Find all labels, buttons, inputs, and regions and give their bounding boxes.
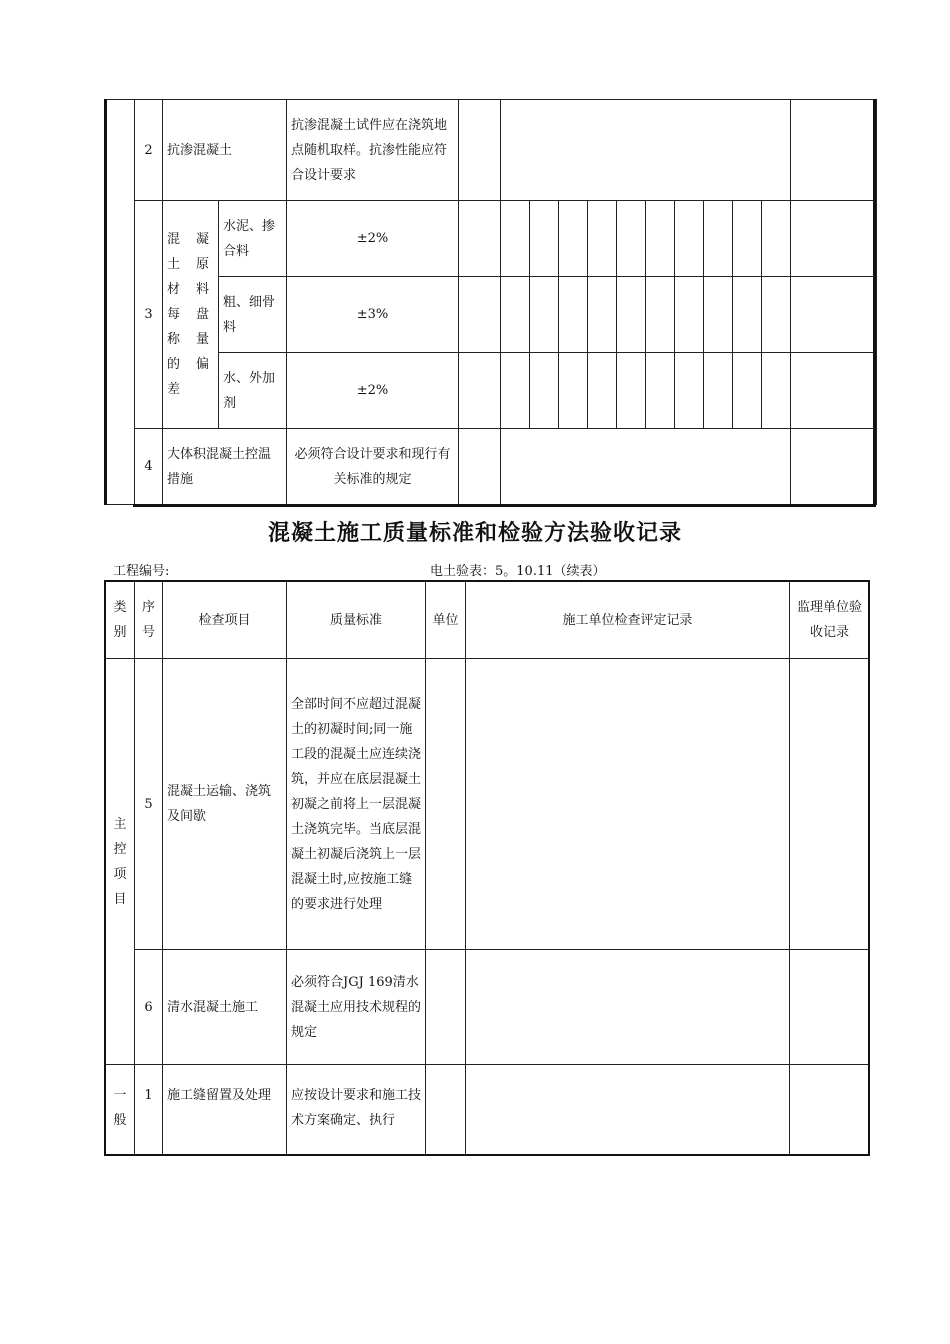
header-unit: 单位 [426, 582, 466, 659]
record-cell [466, 950, 790, 1065]
supervisor-cell [791, 429, 877, 505]
record-cell [501, 429, 791, 505]
general-category-cell: 一般 [106, 1065, 135, 1156]
table-row [106, 659, 870, 950]
unit-cell [426, 950, 466, 1065]
tolerance-cell: ±2% [287, 353, 459, 429]
table2-border-left [104, 580, 106, 1156]
seq-cell: 2 [135, 100, 163, 201]
table2-border-bottom [104, 1154, 870, 1156]
item-cell: 清水混凝土施工 [163, 950, 287, 1065]
table2-border-top [104, 580, 870, 582]
table2-border-right [868, 580, 870, 1156]
record-cell [466, 659, 790, 950]
supervisor-cell [790, 1065, 870, 1156]
top-table [105, 99, 877, 505]
seq-cell: 6 [135, 950, 163, 1065]
table-border-left [104, 99, 107, 505]
item-cell: 混凝土原材料每盘称量的偏差 [163, 201, 219, 429]
header-seq: 序号 [135, 582, 163, 659]
project-no-label: 工程编号: [113, 564, 170, 579]
form-number: 电土验表：5。10.11（续表） [430, 564, 606, 579]
standard-cell: 必须符合设计要求和现行有关标准的规定 [287, 429, 459, 505]
standard-cell: 必须符合JGJ 169清水混凝土应用技术规程的规定 [287, 950, 426, 1065]
main-category-cell: 主控项目 [106, 659, 135, 1065]
seq-cell: 3 [135, 201, 163, 429]
table-row [106, 100, 877, 201]
header-contractor-record: 施工单位检查评定记录 [466, 582, 790, 659]
table-row [106, 277, 877, 353]
item-cell: 抗渗混凝土 [163, 100, 287, 201]
header-supervisor-record: 监理单位验收记录 [790, 582, 870, 659]
header-item: 检查项目 [163, 582, 287, 659]
table-row [106, 201, 877, 277]
item-cell: 施工缝留置及处理 [163, 1065, 287, 1156]
unit-cell [459, 100, 501, 201]
inspection-table [105, 581, 870, 1156]
table-border-bottom [133, 504, 876, 507]
record-cell [501, 100, 791, 201]
header-category: 类别 [106, 582, 135, 659]
seq-cell: 5 [135, 659, 163, 950]
unit-cell [426, 659, 466, 950]
table-row [106, 1065, 870, 1156]
tolerance-cell: ±2% [287, 201, 459, 277]
header-row [106, 582, 870, 659]
seq-cell: 1 [135, 1065, 163, 1156]
table-border-right [873, 99, 876, 507]
sub-item-cell: 粗、细骨料 [219, 277, 287, 353]
supervisor-cell [790, 659, 870, 950]
table-row [106, 429, 877, 505]
table-row [106, 353, 877, 429]
supervisor-cell [791, 100, 877, 201]
unit-cell [426, 1065, 466, 1156]
category-cell [106, 100, 135, 505]
standard-cell: 全部时间不应超过混凝土的初凝时间;同一施工段的混凝土应连续浇筑，并应在底层混凝土初凝之前将上一层混凝土浇筑完毕。当底层混凝土初凝后浇筑上一层混凝土时,应按施工缝的要求进行处理 [287, 659, 426, 950]
seq-cell: 4 [135, 429, 163, 505]
sub-item-cell: 水泥、掺合料 [219, 201, 287, 277]
supervisor-cell [790, 950, 870, 1065]
table-row [106, 950, 870, 1065]
header-standard: 质量标准 [287, 582, 426, 659]
item-cell: 大体积混凝土控温措施 [163, 429, 287, 505]
tolerance-cell: ±3% [287, 277, 459, 353]
standard-cell: 应按设计要求和施工技术方案确定、执行 [287, 1065, 426, 1156]
sub-item-cell: 水、外加剂 [219, 353, 287, 429]
page-title: 混凝土施工质量标准和检验方法验收记录 [267, 521, 682, 546]
item-cell: 混凝土运输、浇筑及间歇 [163, 659, 287, 950]
standard-cell: 抗渗混凝土试件应在浇筑地点随机取样。抗渗性能应符合设计要求 [287, 100, 459, 201]
record-cell [466, 1065, 790, 1156]
